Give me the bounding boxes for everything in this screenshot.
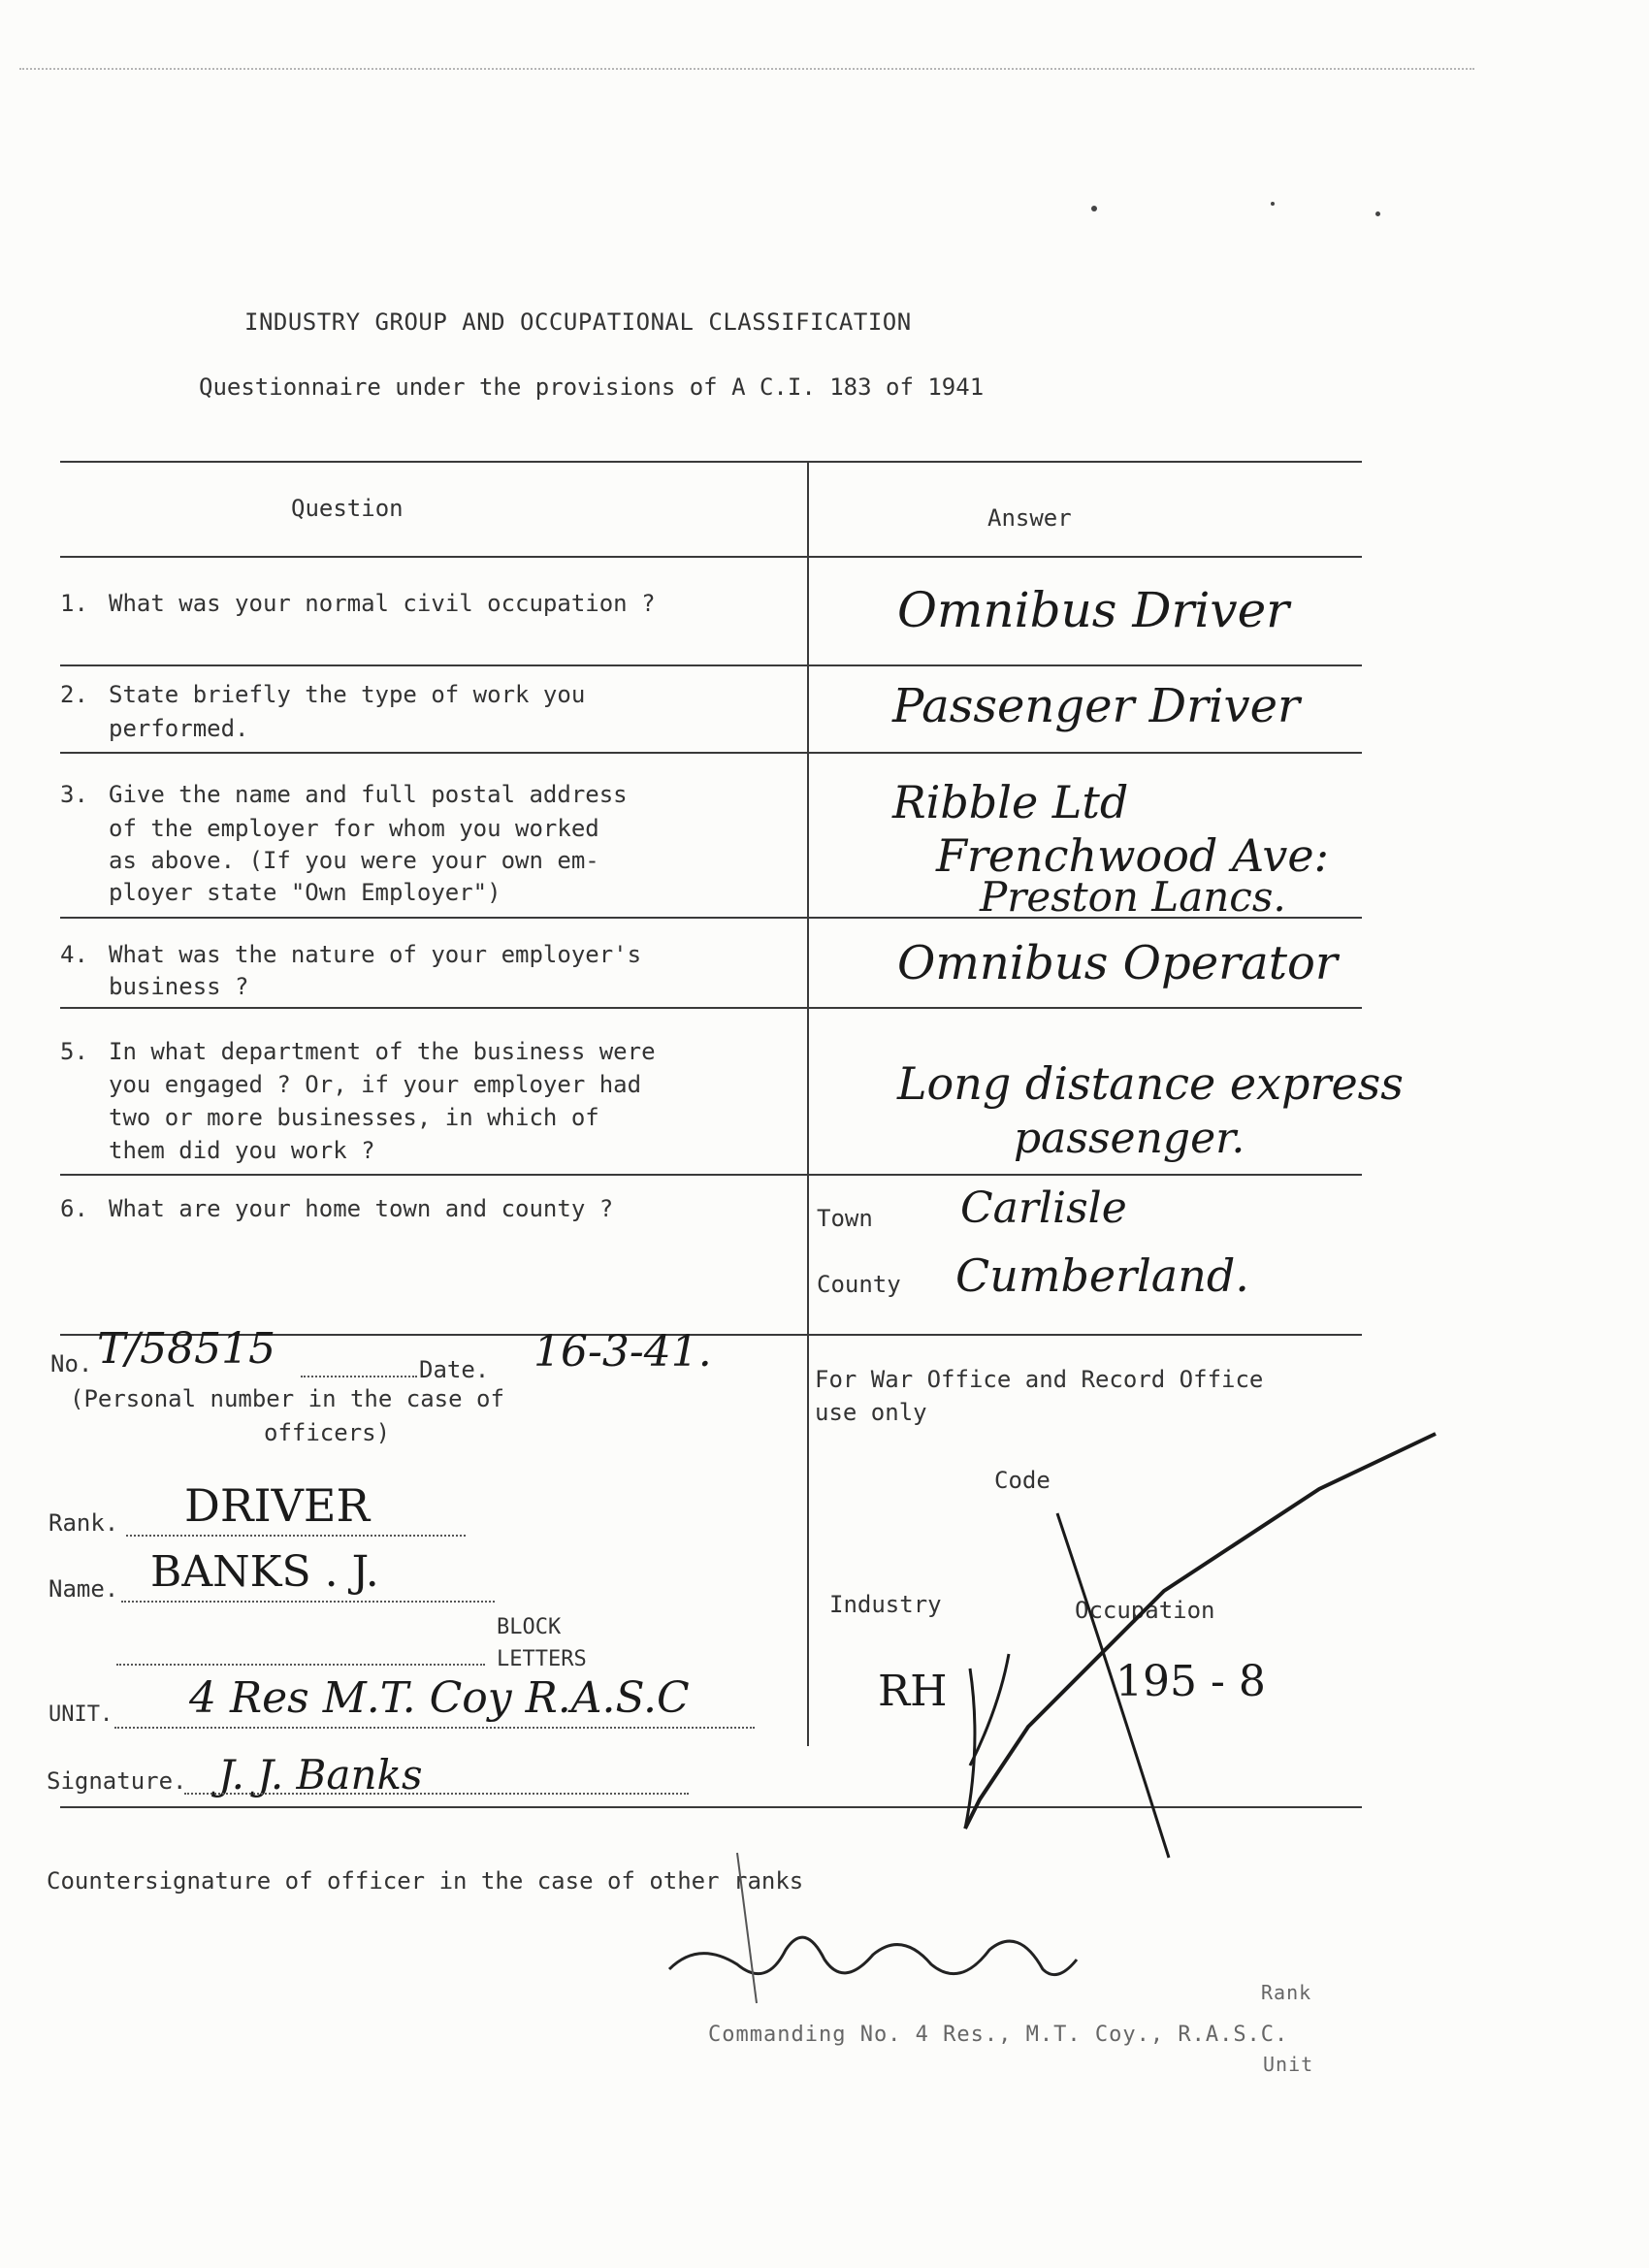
rank-label: Rank.	[48, 1509, 119, 1537]
answer-handwriting: Frenchwood Ave:	[936, 829, 1330, 882]
question-number: 4.	[60, 941, 88, 968]
question-number: 6.	[60, 1195, 88, 1222]
unit-stamp: Unit	[1263, 2053, 1314, 2076]
town-label: Town	[817, 1205, 873, 1232]
page-title: INDUSTRY GROUP AND OCCUPATIONAL CLASSIFICATION	[244, 308, 912, 336]
office-use-heading: For War Office and Record Office	[815, 1366, 1264, 1393]
column-header-answer: Answer	[987, 504, 1072, 532]
question-text: In what department of the business were	[109, 1038, 656, 1065]
block-letters-label: LETTERS	[497, 1647, 587, 1671]
question-text: you engaged ? Or, if your employer had	[109, 1071, 642, 1098]
question-number: 3.	[60, 781, 88, 808]
rank-stamp: Rank	[1261, 1981, 1312, 2004]
question-text: What are your home town and county ?	[109, 1195, 614, 1222]
answer-handwriting: Preston Lancs.	[980, 873, 1286, 921]
name-value: BANKS . J.	[150, 1547, 379, 1597]
code-label: Code	[994, 1467, 1051, 1494]
signature-label: Signature.	[47, 1767, 187, 1795]
column-header-question: Question	[291, 495, 404, 522]
answer-handwriting: Omnibus Driver	[897, 582, 1290, 638]
question-text: as above. (If you were your own em-	[109, 847, 599, 874]
block-letters-label: BLOCK	[497, 1615, 562, 1639]
officer-signature-stroke	[669, 1937, 1077, 1974]
question-text: of the employer for whom you worked	[109, 815, 599, 842]
question-text: them did you work ?	[109, 1137, 375, 1164]
personal-number-note: (Personal number in the case of	[70, 1385, 504, 1412]
countersignature-label: Countersignature of officer in the case of other ranks	[47, 1867, 804, 1895]
question-text: ployer state "Own Employer")	[109, 879, 501, 906]
occupation-label: Occupation	[1075, 1597, 1215, 1624]
answer-handwriting: Ribble Ltd	[892, 776, 1129, 828]
unit-value: 4 Res M.T. Coy R.A.S.C	[189, 1673, 690, 1723]
answer-handwriting: Passenger Driver	[892, 679, 1300, 733]
answer-handwriting: Long distance express	[897, 1057, 1404, 1110]
personal-number-note: officers)	[264, 1419, 391, 1446]
office-use-heading: use only	[815, 1399, 927, 1426]
name-label: Name.	[48, 1575, 119, 1603]
question-text: What was the nature of your employer's	[109, 941, 642, 968]
rank-value: DRIVER	[184, 1479, 371, 1532]
signature-value: J. J. Banks	[218, 1751, 423, 1798]
question-number: 1.	[60, 590, 88, 617]
industry-label: Industry	[829, 1591, 942, 1618]
question-text: Give the name and full postal address	[109, 781, 628, 808]
answer-handwriting: Omnibus Operator	[897, 936, 1338, 990]
question-text: performed.	[109, 715, 249, 742]
industry-code: RH	[878, 1667, 948, 1716]
unit-label: UNIT.	[48, 1702, 113, 1727]
answer-handwriting: passenger.	[1014, 1114, 1245, 1163]
town-value: Carlisle	[960, 1183, 1127, 1233]
date-value: 16-3-41.	[534, 1327, 712, 1377]
question-text: State briefly the type of work you	[109, 681, 586, 708]
question-text: What was your normal civil occupation ?	[109, 590, 656, 617]
county-label: County	[817, 1271, 901, 1298]
officer-stamp: Commanding No. 4 Res., M.T. Coy., R.A.S.C.	[708, 2023, 1289, 2047]
question-number: 5.	[60, 1038, 88, 1065]
question-text: business ?	[109, 973, 249, 1000]
no-label: No.	[50, 1350, 93, 1377]
officer-signature-stroke	[737, 1853, 757, 2003]
question-number: 2.	[60, 681, 88, 708]
question-text: two or more businesses, in which of	[109, 1104, 599, 1131]
date-label: Date.	[419, 1356, 490, 1383]
page-subtitle: Questionnaire under the provisions of A C.I. 183 of 1941	[199, 373, 985, 401]
personal-number-value: T/58515	[97, 1324, 276, 1374]
county-value: Cumberland.	[955, 1249, 1249, 1302]
occupation-code: 195 - 8	[1116, 1657, 1266, 1706]
